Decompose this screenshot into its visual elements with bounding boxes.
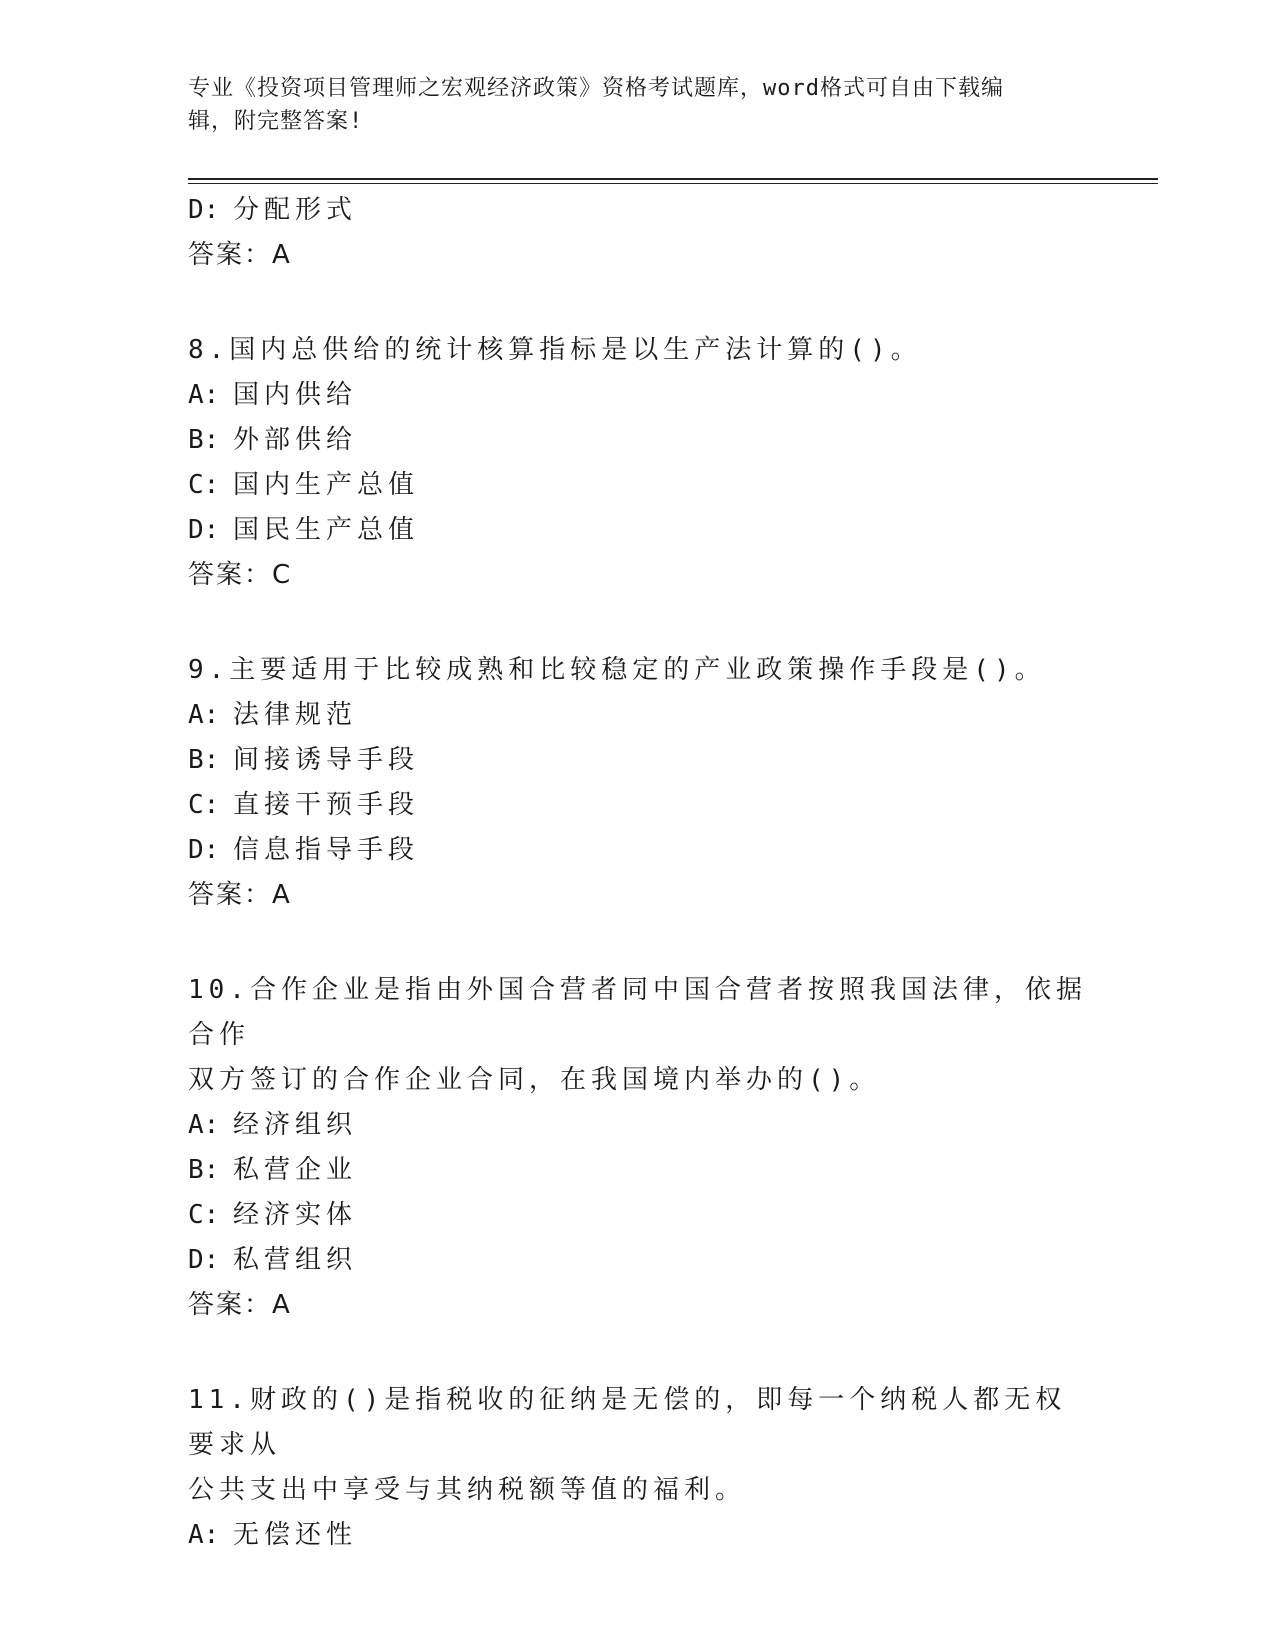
option-letter: C: bbox=[188, 790, 220, 820]
option-d bbox=[188, 188, 1088, 233]
option-c bbox=[188, 1193, 1088, 1238]
answer-line: 答案：C bbox=[188, 560, 293, 590]
option-a bbox=[188, 1103, 1088, 1148]
option-letter: B: bbox=[188, 1155, 220, 1185]
option-text: 间接诱导手段 bbox=[233, 745, 420, 775]
question-8 bbox=[188, 328, 1088, 598]
answer-line: 答案：A bbox=[188, 880, 292, 910]
option-text: 国内生产总值 bbox=[233, 470, 420, 500]
document-header bbox=[188, 72, 1068, 138]
option-letter: D: bbox=[188, 1245, 220, 1275]
option-b bbox=[188, 738, 1088, 783]
option-letter: A: bbox=[188, 1520, 220, 1550]
option-text: 国内供给 bbox=[233, 380, 358, 410]
option-d bbox=[188, 828, 1088, 873]
option-letter: B: bbox=[188, 425, 220, 455]
option-text: 外部供给 bbox=[233, 425, 358, 455]
question-9 bbox=[188, 648, 1088, 918]
question-11 bbox=[188, 1378, 1088, 1558]
option-letter: A: bbox=[188, 700, 220, 730]
option-text: 信息指导手段 bbox=[233, 835, 420, 865]
header-line-2: 辑，附完整答案! bbox=[188, 109, 364, 134]
option-b bbox=[188, 1148, 1088, 1193]
question-text: 9.主要适用于比较成熟和比较稳定的产业政策操作手段是()。 bbox=[188, 655, 1046, 685]
option-text: 国民生产总值 bbox=[233, 515, 420, 545]
option-letter: D: bbox=[188, 515, 220, 545]
header-divider bbox=[188, 178, 1158, 184]
option-d bbox=[188, 1238, 1088, 1283]
option-text: 直接干预手段 bbox=[233, 790, 420, 820]
option-text: 私营组织 bbox=[233, 1245, 358, 1275]
option-a bbox=[188, 1513, 1088, 1558]
answer-line: 答案：A bbox=[188, 1290, 292, 1320]
question-10 bbox=[188, 968, 1088, 1328]
header-line-1: 专业《投资项目管理师之宏观经济政策》资格考试题库，word格式可自由下载编 bbox=[188, 76, 1004, 101]
option-text: 经济实体 bbox=[233, 1200, 358, 1230]
option-text: 私营企业 bbox=[233, 1155, 358, 1185]
option-letter: A: bbox=[188, 1110, 220, 1140]
option-a bbox=[188, 693, 1088, 738]
question-text-line-2: 双方签订的合作企业合同，在我国境内举办的()。 bbox=[188, 1065, 881, 1095]
option-letter: D: bbox=[188, 835, 220, 865]
question-list bbox=[188, 188, 1088, 1558]
option-letter: D: bbox=[188, 195, 220, 225]
option-b bbox=[188, 418, 1088, 463]
question-text-line-1: 11.财政的()是指税收的征纳是无偿的，即每一个纳税人都无权要求从 bbox=[188, 1385, 1067, 1460]
option-letter: B: bbox=[188, 745, 220, 775]
option-letter: C: bbox=[188, 470, 220, 500]
option-text: 无偿还性 bbox=[233, 1520, 358, 1550]
option-letter: C: bbox=[188, 1200, 220, 1230]
question-text: 8.国内总供给的统计核算指标是以生产法计算的()。 bbox=[188, 335, 922, 365]
option-d bbox=[188, 508, 1088, 553]
option-text: 分配形式 bbox=[233, 195, 358, 225]
question-text-line-1: 10.合作企业是指由外国合营者同中国合营者按照我国法律，依据合作 bbox=[188, 975, 1087, 1050]
option-c bbox=[188, 783, 1088, 828]
option-letter: A: bbox=[188, 380, 220, 410]
answer-line: 答案：A bbox=[188, 240, 292, 270]
option-a bbox=[188, 373, 1088, 418]
question-text-line-2: 公共支出中享受与其纳税额等值的福利。 bbox=[188, 1475, 747, 1505]
option-text: 法律规范 bbox=[233, 700, 358, 730]
option-text: 经济组织 bbox=[233, 1110, 358, 1140]
option-c bbox=[188, 463, 1088, 508]
